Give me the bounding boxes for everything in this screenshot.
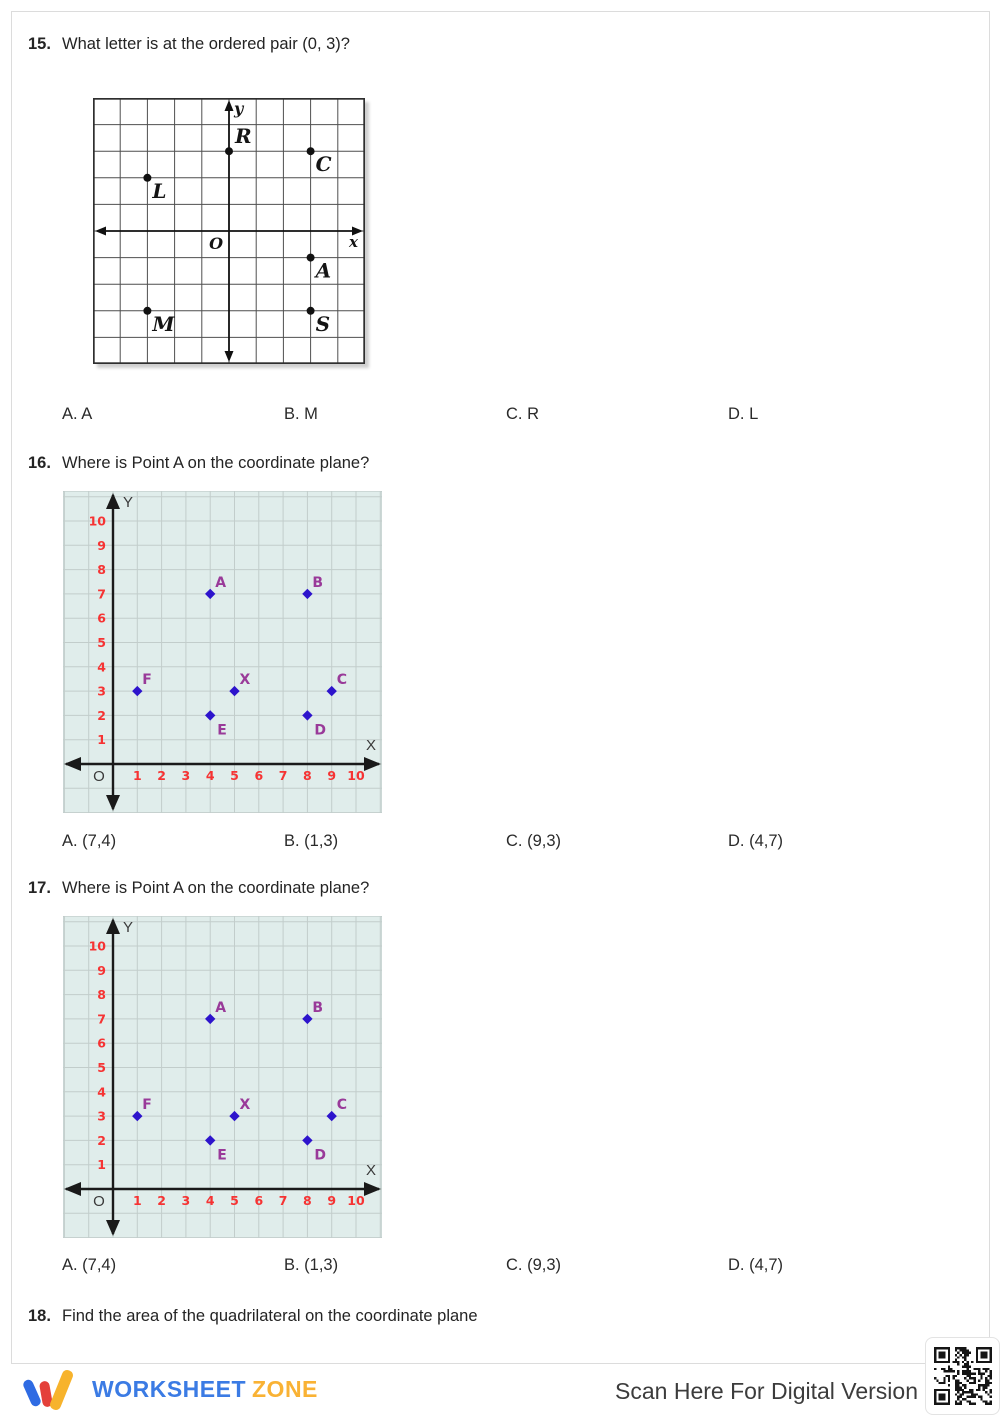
svg-text:10: 10 (88, 938, 106, 954)
svg-text:5: 5 (97, 635, 106, 650)
svg-text:B: B (312, 574, 324, 591)
svg-text:F: F (142, 1097, 152, 1114)
answer-option-d: D. (4,7) (728, 832, 784, 850)
answer-option-a: A. (7,4) (62, 1256, 117, 1274)
svg-text:X: X (239, 1097, 251, 1114)
svg-text:2: 2 (97, 1132, 106, 1148)
svg-text:A: A (315, 258, 332, 283)
svg-text:3: 3 (181, 1193, 191, 1208)
worksheetzone-logo-icon (25, 1366, 87, 1414)
svg-text:A: A (215, 574, 227, 591)
svg-text:A: A (215, 999, 227, 1016)
answer-option-d: D. L (728, 405, 759, 423)
answer-option-c: C. R (506, 405, 539, 423)
svg-text:1: 1 (132, 1193, 142, 1208)
question-text: Where is Point A on the coordinate plane? (62, 879, 370, 897)
svg-text:7: 7 (97, 586, 106, 602)
svg-text:2: 2 (97, 707, 106, 723)
answer-option-a: A. (7,4) (62, 832, 117, 850)
svg-text:3: 3 (181, 768, 191, 783)
svg-text:O: O (93, 1193, 105, 1210)
svg-text:9: 9 (97, 962, 106, 978)
svg-text:F: F (142, 672, 152, 689)
question-number: 15. (28, 35, 51, 53)
q16-plane-chart (63, 491, 382, 813)
svg-text:8: 8 (303, 768, 312, 783)
svg-text:C: C (336, 672, 347, 689)
answer-row-15 (0, 405, 1000, 427)
svg-text:9: 9 (97, 537, 106, 553)
svg-text:5: 5 (97, 1060, 106, 1075)
qr-code-icon (934, 1347, 992, 1405)
question-15 (28, 34, 968, 54)
qr-code-card (925, 1337, 1000, 1415)
svg-text:8: 8 (97, 987, 106, 1003)
svg-text:y: y (234, 99, 244, 118)
svg-text:E: E (217, 722, 227, 739)
scan-here-text: Scan Here For Digital Version (615, 1378, 918, 1404)
answer-option-c: C. (9,3) (506, 832, 562, 850)
svg-text:4: 4 (97, 1084, 106, 1100)
svg-text:E: E (217, 1147, 227, 1164)
brand-name (92, 1376, 318, 1403)
question-18 (28, 1306, 968, 1326)
svg-text:6: 6 (97, 610, 106, 626)
svg-text:8: 8 (303, 1193, 312, 1208)
svg-text:5: 5 (230, 768, 239, 783)
svg-text:C: C (315, 152, 332, 177)
answer-row-17 (0, 1256, 1000, 1278)
svg-text:O: O (209, 234, 223, 253)
logo-stroke-yellow (49, 1368, 75, 1411)
svg-text:1: 1 (97, 732, 106, 748)
svg-text:3: 3 (97, 1108, 106, 1124)
svg-text:R: R (235, 124, 252, 149)
svg-text:9: 9 (327, 768, 337, 783)
svg-text:7: 7 (278, 1193, 288, 1208)
svg-text:X: X (366, 1162, 377, 1179)
svg-text:7: 7 (97, 1011, 106, 1027)
svg-text:L: L (152, 178, 167, 203)
svg-text:3: 3 (97, 683, 106, 699)
svg-text:4: 4 (97, 659, 106, 675)
question-17 (28, 878, 968, 898)
svg-text:4: 4 (205, 1193, 215, 1208)
brand-logo (25, 1366, 325, 1414)
svg-text:C: C (336, 1097, 347, 1114)
svg-text:D: D (314, 1147, 327, 1164)
svg-text:X: X (366, 737, 377, 754)
svg-text:4: 4 (205, 768, 215, 783)
answer-option-d: D. (4,7) (728, 1256, 784, 1274)
question-number: 18. (28, 1307, 51, 1325)
question-number: 16. (28, 454, 51, 472)
svg-text:6: 6 (254, 768, 264, 783)
svg-text:Y: Y (123, 494, 134, 511)
answer-option-a: A. A (62, 405, 93, 423)
svg-text:B: B (312, 999, 324, 1016)
svg-text:6: 6 (254, 1193, 264, 1208)
svg-text:O: O (93, 768, 105, 785)
question-text: Where is Point A on the coordinate plane? (62, 454, 370, 472)
svg-text:1: 1 (97, 1157, 106, 1173)
svg-text:2: 2 (157, 768, 166, 783)
question-text: Find the area of the quadrilateral on the coordinate plane (62, 1307, 478, 1325)
svg-text:D: D (314, 722, 327, 739)
brand-word-worksheet: WORKSHEET (92, 1376, 246, 1402)
svg-text:5: 5 (230, 1193, 239, 1208)
svg-text:Y: Y (123, 919, 134, 936)
question-16 (28, 453, 968, 473)
svg-text:1: 1 (132, 768, 142, 783)
svg-text:X: X (239, 672, 251, 689)
question-number: 17. (28, 879, 51, 897)
q15-grid-chart (93, 98, 365, 364)
svg-text:2: 2 (157, 1193, 166, 1208)
svg-text:9: 9 (327, 1193, 337, 1208)
brand-word-zone: ZONE (252, 1376, 318, 1402)
svg-text:x: x (349, 233, 358, 251)
svg-text:6: 6 (97, 1035, 106, 1051)
answer-option-b: B. M (284, 405, 318, 423)
svg-text:M: M (152, 311, 175, 336)
svg-text:10: 10 (347, 768, 365, 783)
answer-option-b: B. (1,3) (284, 1256, 339, 1274)
q17-plane-chart (63, 916, 382, 1238)
svg-text:10: 10 (347, 1193, 365, 1208)
question-text: What letter is at the ordered pair (0, 3)? (62, 35, 350, 53)
answer-option-b: B. (1,3) (284, 832, 339, 850)
svg-text:8: 8 (97, 562, 106, 578)
svg-text:10: 10 (88, 513, 106, 529)
svg-text:S: S (315, 311, 331, 336)
answer-option-c: C. (9,3) (506, 1256, 562, 1274)
svg-text:7: 7 (278, 768, 288, 783)
answer-row-16 (0, 832, 1000, 854)
